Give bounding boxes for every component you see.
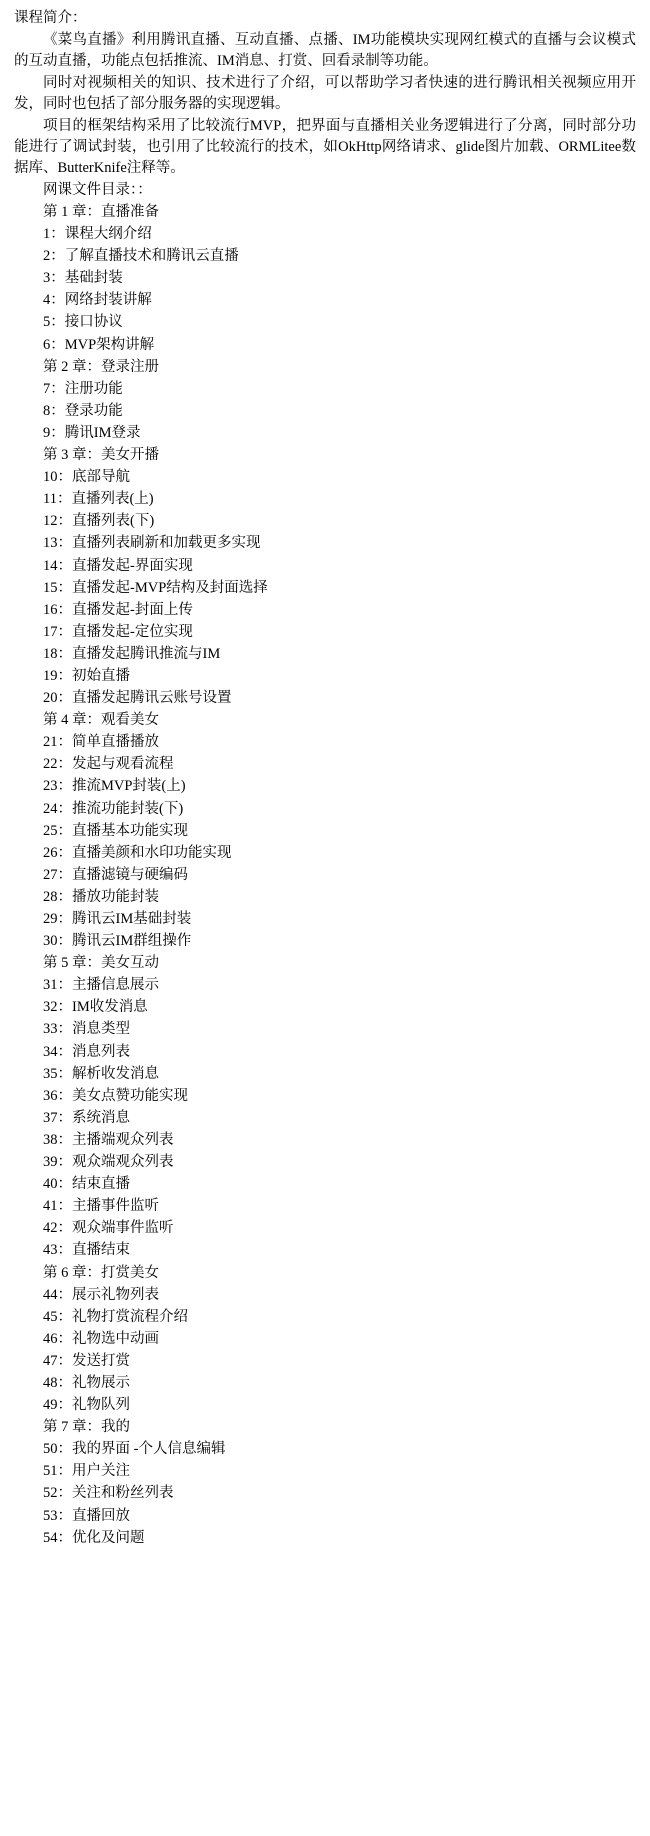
toc-lesson: 19：初始直播 (43, 667, 130, 684)
toc-chapter: 第 7 章：我的 (43, 1419, 130, 1436)
toc-lesson: 23：推流MVP封装(上) (43, 778, 186, 795)
toc-lesson: 33：消息类型 (43, 1021, 130, 1038)
toc-lesson: 39：观众端观众列表 (43, 1154, 174, 1171)
toc-lesson: 5：接口协议 (43, 314, 123, 331)
toc-chapter: 第 1 章：直播准备 (43, 204, 159, 220)
toc-lesson: 43：直播结束 (43, 1242, 130, 1259)
toc-lesson: 31：主播信息展示 (43, 977, 159, 994)
toc-lesson: 40：结束直播 (43, 1176, 130, 1193)
toc-lesson: 52：关注和粉丝列表 (43, 1485, 174, 1502)
toc-lesson: 44：展示礼物列表 (43, 1286, 159, 1303)
toc-lesson: 47：发送打赏 (43, 1352, 130, 1369)
toc-lesson: 48：礼物展示 (43, 1374, 130, 1391)
intro-paragraph-2: 同时对视频相关的知识、技术进行了介绍，可以帮助学习者快速的进行腾讯相关视频应用开发，同时也包括了部分服务器的实现逻辑。 (14, 75, 636, 112)
toc-lesson: 29：腾讯云IM基础封装 (43, 911, 192, 927)
toc-lesson: 54：优化及问题 (43, 1529, 145, 1546)
intro-heading: 课程简介： (14, 10, 87, 26)
intro-paragraph-3: 项目的框架结构采用了比较流行MVP，把界面与直播相关业务逻辑进行了分离，同时部分功能进行了调试封装，也引用了比较流行的技术，如OkHttp网络请求、glide图片加载、ORMLitee数据库、ButterKnife注释等。 (14, 118, 636, 176)
toc-lesson: 35：解析收发消息 (43, 1065, 159, 1082)
toc-chapter: 第 3 章：美女开播 (43, 447, 159, 464)
toc-lesson: 9：腾讯IM登录 (43, 424, 141, 441)
toc-list (14, 201, 636, 1549)
toc-lesson: 17：直播发起-定位实现 (43, 623, 193, 640)
toc-lesson: 4：网络封装讲解 (43, 292, 152, 309)
toc-lesson: 20：直播发起腾讯云账号设置 (43, 690, 232, 707)
toc-lesson: 15：直播发起-MVP结构及封面选择 (43, 579, 268, 596)
toc-lesson: 21：简单直播播放 (43, 734, 159, 751)
toc-lesson: 30：腾讯云IM群组操作 (43, 933, 192, 950)
toc-lesson: 27：直播滤镜与硬编码 (43, 866, 188, 883)
toc-lesson: 12：直播列表(下) (43, 513, 155, 530)
toc-chapter: 第 2 章：登录注册 (43, 358, 159, 375)
toc-lesson: 45：礼物打赏流程介绍 (43, 1308, 188, 1325)
toc-lesson: 22：发起与观看流程 (43, 756, 174, 773)
toc-lesson: 42：观众端事件监听 (43, 1220, 174, 1237)
toc-chapter: 第 4 章：观看美女 (43, 712, 159, 729)
toc-lesson: 37：系统消息 (43, 1109, 130, 1126)
toc-lesson: 3：基础封装 (43, 270, 123, 287)
toc-lesson: 13：直播列表刷新和加载更多实现 (43, 535, 261, 552)
toc-chapter: 第 6 章：打赏美女 (43, 1264, 159, 1281)
toc-lesson: 16：直播发起-封面上传 (43, 601, 193, 618)
toc-lesson: 10：底部导航 (43, 469, 130, 486)
toc-lesson: 49：礼物队列 (43, 1397, 130, 1414)
toc-chapter: 第 5 章：美女互动 (43, 955, 159, 972)
toc-lesson: 53：直播回放 (43, 1507, 130, 1524)
toc-lesson: 26：直播美颜和水印功能实现 (43, 844, 232, 861)
toc-lesson: 1：课程大纲介绍 (43, 226, 152, 243)
toc-lesson: 46：礼物选中动画 (43, 1330, 159, 1347)
toc-lesson: 14：直播发起-界面实现 (43, 557, 193, 574)
toc-lesson: 36：美女点赞功能实现 (43, 1087, 188, 1104)
toc-title: 网课文件目录：： (43, 182, 152, 198)
toc-lesson: 8：登录功能 (43, 402, 123, 419)
toc-lesson: 34：消息列表 (43, 1043, 130, 1060)
toc-lesson: 2：了解直播技术和腾讯云直播 (43, 248, 239, 265)
toc-lesson: 38：主播端观众列表 (43, 1131, 174, 1148)
toc-lesson: 41：主播事件监听 (43, 1198, 159, 1215)
toc-lesson: 25：直播基本功能实现 (43, 822, 188, 839)
intro-paragraph-1: 《菜鸟直播》利用腾讯直播、互动直播、点播、IM功能模块实现网红模式的直播与会议模式的互动直播，功能点包括推流、IM消息、打赏、回看录制等功能。 (14, 32, 636, 69)
toc-lesson: 7：注册功能 (43, 380, 123, 397)
toc-lesson: 18：直播发起腾讯推流与IM (43, 645, 221, 662)
toc-lesson: 28：播放功能封装 (43, 888, 159, 905)
toc-lesson: 24：推流功能封装(下) (43, 800, 184, 817)
toc-lesson: 50：我的界面 -个人信息编辑 (43, 1441, 226, 1458)
toc-lesson: 32：IM收发消息 (43, 999, 148, 1016)
toc-lesson: 6：MVP架构讲解 (43, 336, 155, 353)
toc-lesson: 51：用户关注 (43, 1463, 130, 1480)
toc-lesson: 11：直播列表(上) (43, 491, 154, 508)
